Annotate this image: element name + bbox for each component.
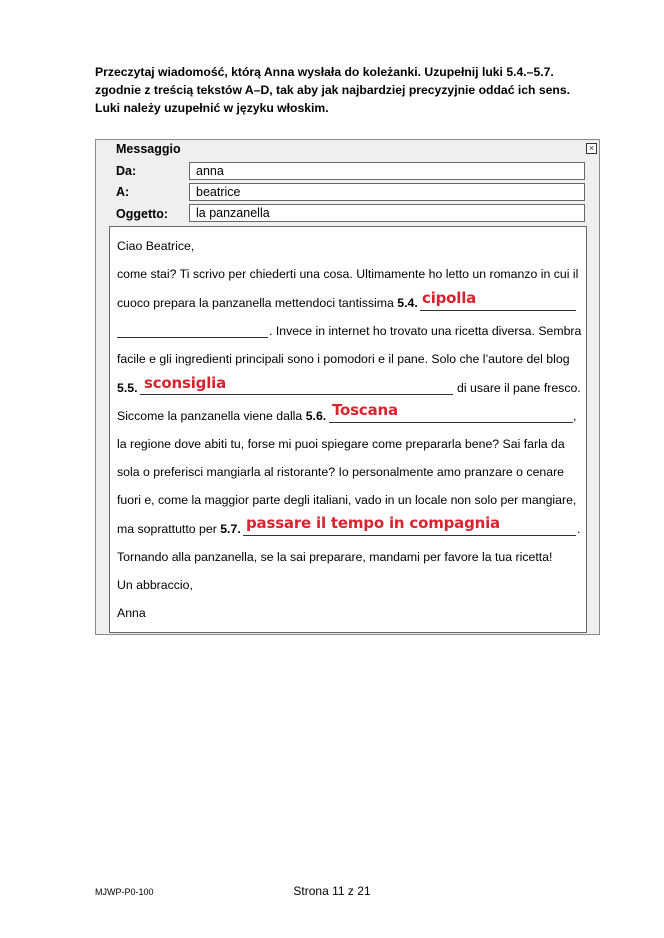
signature: Anna [117, 606, 146, 620]
closing: Un abbraccio, [117, 578, 193, 592]
gap-5-7-line [243, 535, 576, 536]
gap-number-5-4: 5.4. [397, 296, 418, 310]
to-field[interactable]: beatrice [189, 183, 585, 201]
gap-number-5-5: 5.5. [117, 381, 138, 395]
body-line-11: Tornando alla panzanella, se la sai preparare, mandami per favore la tua ricetta! [117, 550, 553, 564]
body-line-6-end: , [573, 409, 577, 423]
body-line-5: di usare il pane fresco. [457, 381, 581, 395]
close-icon[interactable]: × [586, 143, 597, 154]
body-line-6: Siccome la panzanella viene dalla 5.6. [117, 409, 327, 423]
from-field[interactable]: anna [189, 162, 585, 180]
to-label: A: [116, 185, 130, 199]
message-title: Messaggio [116, 142, 181, 156]
body-line-1: come stai? Ti scrivo per chiederti una cosa. Ultimamente ho letto un romanzo in cui il [117, 267, 579, 281]
gap-number-5-7: 5.7. [220, 522, 241, 536]
gap-5-4-line [420, 310, 576, 311]
answer-5-5[interactable]: sconsiglia [144, 374, 227, 392]
answer-5-6[interactable]: Toscana [332, 401, 398, 419]
answer-5-7[interactable]: passare il tempo in compagnia [246, 514, 500, 532]
body-line-4: facile e gli ingredienti principali sono i pomodori e il pane. Solo che l’autore del blog [117, 352, 570, 366]
instructions-line-3: Luki należy uzupełnić w języku włoskim. [95, 101, 329, 115]
gap-5-4-continuation [117, 337, 268, 338]
greeting: Ciao Beatrice, [117, 239, 195, 253]
instructions-line-1: Przeczytaj wiadomość, którą Anna wysłała do koleżanki. Uzupełnij luki 5.4.–5.7. [95, 65, 554, 79]
instructions-line-2: zgodnie z treścią tekstów A–D, tak aby jak najbardziej precyzyjnie oddać ich sens. [95, 83, 571, 97]
page-number: Strona 11 z 21 [293, 884, 371, 898]
body-line-9: fuori e, come la maggior parte degli italiani, vado in un locale non solo per mangiare, [117, 493, 577, 507]
gap-number-5-6: 5.6. [305, 409, 327, 423]
message-window [95, 139, 600, 635]
body-line-7: la regione dove abiti tu, forse mi puoi spiegare come prepararla bene? Sai farla da [117, 437, 565, 451]
message-body[interactable] [109, 226, 587, 633]
body-line-8: sola o preferisci mangiarla al ristorante? Io personalmente amo pranzare o cenare [117, 465, 565, 479]
instructions [95, 63, 595, 117]
body-line-3: . Invece in internet ho trovato una ricetta diversa. Sembra [269, 324, 582, 338]
body-line-10-end: . [577, 522, 581, 536]
answer-5-4[interactable]: cipolla [422, 289, 477, 307]
subject-field[interactable]: la panzanella [189, 204, 585, 222]
from-label: Da: [116, 164, 137, 178]
gap-5-6-line [329, 422, 573, 423]
document-code: MJWP-P0-100 [95, 887, 154, 897]
body-line-2: cuoco prepara la panzanella mettendoci tantissima 5.4. [117, 296, 418, 310]
gap-5-5-line [140, 394, 453, 395]
subject-label: Oggetto: [116, 207, 169, 221]
body-line-10: ma soprattutto per 5.7. [117, 522, 241, 536]
